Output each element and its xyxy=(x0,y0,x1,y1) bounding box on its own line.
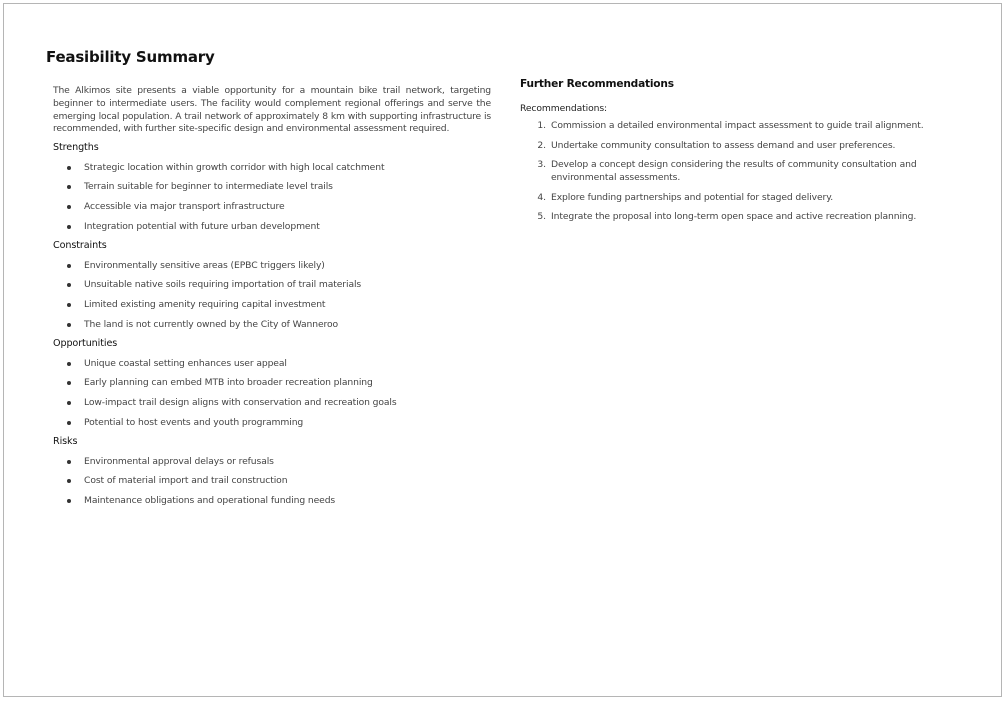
risks-list xyxy=(53,452,491,511)
list-item xyxy=(53,315,491,335)
list-item-text: Potential to host events and youth programming xyxy=(84,416,304,428)
list-item xyxy=(53,275,491,295)
recommendation-number: 1. xyxy=(537,120,546,131)
list-item xyxy=(53,452,491,472)
list-item xyxy=(53,373,491,393)
list-item xyxy=(53,256,491,276)
list-item-text: Accessible via major transport infrastructure xyxy=(84,200,285,212)
recommendation-number: 3. xyxy=(537,159,546,171)
recommendation-number: 2. xyxy=(537,139,546,151)
document-page xyxy=(3,3,1002,697)
section-heading-opportunities: Opportunities xyxy=(53,338,118,350)
list-item xyxy=(53,177,491,197)
bullet-icon xyxy=(67,479,71,483)
list-item-text: Environmentally sensitive areas (EPBC triggers likely) xyxy=(84,259,325,271)
recommendation-text: Integrate the proposal into long-term open space and active recreation planning. xyxy=(551,211,917,223)
bullet-icon xyxy=(67,460,71,464)
recommendations-title: Further Recommendations xyxy=(520,78,674,90)
bullet-icon xyxy=(67,362,71,366)
bullet-icon xyxy=(67,166,71,170)
list-item-text: The land is not currently owned by the City of Wanneroo xyxy=(84,318,339,330)
bullet-icon xyxy=(67,205,71,209)
recommendation-item xyxy=(520,192,972,205)
bullet-icon xyxy=(67,421,71,425)
list-item xyxy=(53,197,491,217)
list-item xyxy=(53,217,491,237)
bullet-icon xyxy=(67,185,71,189)
list-item-text: Strategic location within growth corridor with high local catchment xyxy=(84,161,385,173)
opportunities-section xyxy=(53,334,491,432)
list-item xyxy=(53,295,491,315)
list-item xyxy=(53,491,491,511)
recommendation-item xyxy=(520,120,972,133)
recommendations-column xyxy=(520,76,972,231)
list-item xyxy=(53,354,491,374)
strengths-list xyxy=(53,158,491,236)
bullet-icon xyxy=(67,381,71,385)
section-heading-risks: Risks xyxy=(53,436,78,448)
constraints-section xyxy=(53,236,491,334)
list-item-text: Integration potential with future urban development xyxy=(84,220,320,232)
risks-section xyxy=(53,432,491,510)
recommendation-item xyxy=(520,159,972,185)
list-item-text: Low-impact trail design aligns with conservation and recreation goals xyxy=(84,396,397,408)
page-title: Feasibility Summary xyxy=(46,48,215,66)
strengths-section xyxy=(53,138,491,236)
recommendation-number: 4. xyxy=(537,191,546,203)
list-item-text: Limited existing amenity requiring capital investment xyxy=(84,298,326,310)
section-heading-strengths: Strengths xyxy=(53,142,99,154)
constraints-list xyxy=(53,256,491,334)
bullet-icon xyxy=(67,401,71,405)
bullet-icon xyxy=(67,303,71,307)
list-item xyxy=(53,158,491,178)
intro-paragraph: The Alkimos site presents a viable opportunity for a mountain bike trail network, targeting beginner to intermediate users. The facility would complement regional offerings and serve the emerging local population. A trail network of approximately 8 km with supporting infrastructure is recommended, with further site-specific design and environmental assessment required. xyxy=(53,85,491,135)
list-item-text: Terrain suitable for beginner to intermediate level trails xyxy=(84,181,333,193)
list-item-text: Maintenance obligations and operational funding needs xyxy=(84,494,336,506)
bullet-icon xyxy=(67,283,71,287)
recommendations-list xyxy=(520,120,972,224)
list-item xyxy=(53,413,491,433)
recommendation-number: 5. xyxy=(537,211,546,223)
recommendation-text: Develop a concept design considering the results of community consultation and environmental assessments. xyxy=(551,159,917,183)
bullet-icon xyxy=(67,225,71,229)
recommendation-text: Explore funding partnerships and potential for staged delivery. xyxy=(551,191,834,203)
bullet-icon xyxy=(67,264,71,268)
list-item-text: Unsuitable native soils requiring importation of trail materials xyxy=(84,279,362,291)
list-item xyxy=(53,471,491,491)
opportunities-list xyxy=(53,354,491,432)
list-item xyxy=(53,393,491,413)
list-item-text: Environmental approval delays or refusals xyxy=(84,455,274,467)
recommendations-label: Recommendations: xyxy=(520,103,608,114)
list-item-text: Early planning can embed MTB into broader recreation planning xyxy=(84,377,373,389)
section-heading-constraints: Constraints xyxy=(53,240,107,252)
list-item-text: Unique coastal setting enhances user appeal xyxy=(84,357,287,369)
summary-column xyxy=(53,85,491,510)
list-item-text: Cost of material import and trail construction xyxy=(84,475,288,487)
bullet-icon xyxy=(67,323,71,327)
recommendation-text: Undertake community consultation to assess demand and user preferences. xyxy=(551,139,896,151)
recommendation-item xyxy=(520,140,972,153)
bullet-icon xyxy=(67,499,71,503)
recommendation-item xyxy=(520,211,972,224)
recommendation-text: Commission a detailed environmental impact assessment to guide trail alignment. xyxy=(551,120,924,131)
